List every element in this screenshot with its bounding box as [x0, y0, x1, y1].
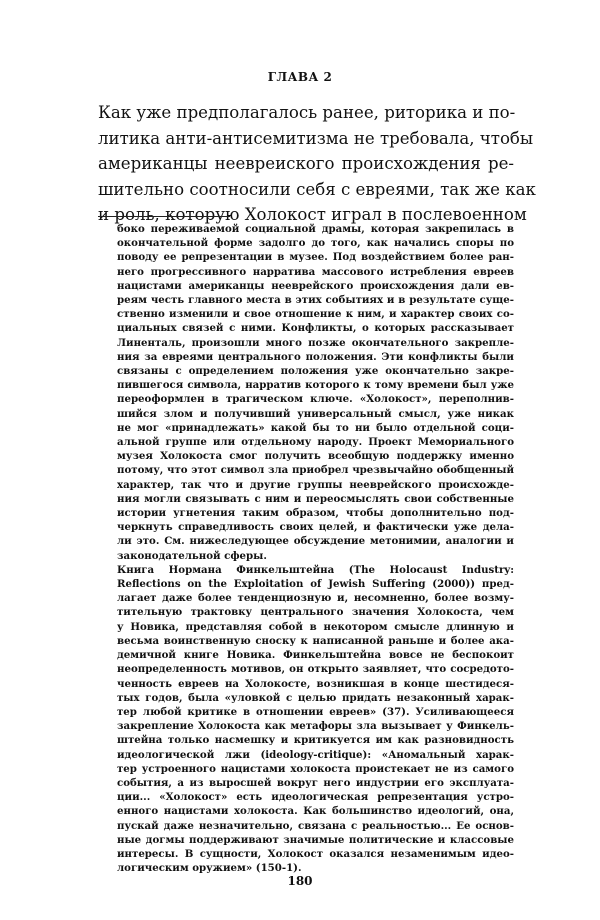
chapter-title: ГЛАВА 2 [267, 70, 333, 84]
footnote-line: ния могли связывать с ним и переосмыслять свои собственные [117, 492, 514, 505]
main-line: литика анти-антисемитизма не требовала, чтобы [98, 128, 534, 148]
footnote-line: нацистами американцы нееврейского происхождения дали ев- [117, 279, 514, 292]
footnote-line: штейна только насмешку и критикуется им как разновидность [117, 734, 514, 747]
footnote-line: потому, что этот символ зла приобрел чрезвычайно обобщенный [117, 464, 514, 477]
footnote-line: Reflections on the Exploitation of Jewish Suffering (2000)) пред- [117, 578, 514, 591]
footnote-line: альной группе или отдельному народу. Проект Мемориального [117, 436, 514, 449]
footnote-line: тых годов, была «уловкой с целью придать незаконный харак- [117, 691, 514, 704]
footnote-line: характер, так что и другие группы нееврейского происхожде- [117, 478, 514, 491]
footnote-line: законодательной сферы. [117, 549, 267, 562]
main-line: шительно соотносили себя с евреями, так же как [98, 179, 536, 199]
footnote-line: неопределенность мотивов, он открыто заявляет, что сосредото- [117, 663, 514, 676]
footnote-line: Линенталь, произошли много позже окончательного закрепле- [117, 336, 514, 349]
footnote-line: логическим оружием» (150-1). [117, 862, 302, 875]
footnote-line: Книга Нормана Финкельштейна (The Holocaust Industry: [117, 563, 514, 576]
footnote-line: ли это. См. нижеследующее обсуждение метонимии, аналогии и [117, 535, 514, 548]
footnote-line: истории угнетения таким образом, чтобы дополнительно под- [117, 507, 514, 520]
main-line: и роль, которую Холокост играл в послевоенном [98, 205, 527, 224]
footnote-line: интересы. В сущности, Холокост оказался незаменимым идео- [117, 847, 514, 860]
footnote-line: реям честь главного места в этих событиях и в результате суще- [117, 294, 514, 307]
footnote-line: ные догмы поддерживают значимые политические и классовые [117, 833, 514, 846]
footnote-line: тительную трактовку центрального значения Холокоста, чем [117, 606, 514, 619]
page-number: 180 [287, 874, 313, 888]
footnote-line: ния за евреями центрального положения. Эти конфликты были [117, 350, 514, 363]
footnote-line: ченность евреев на Холокосте, возникшая в конце шестидеся- [117, 677, 514, 690]
footnote-line: пившегося символа, нарратив которого к тому времени был уже [117, 379, 514, 392]
footnote-line: идеологической лжи (ideology-critique): «Аномальный харак- [117, 748, 514, 761]
footnote-line: черкнуть справедливость своих целей, и фактически уже дела- [117, 521, 514, 534]
footnote-line: енного нацистами холокоста. Как большинство идеологий, она, [117, 805, 514, 818]
footnote-line: окончательной форме задолго до того, как начались споры по [117, 237, 514, 250]
footnote-line: циальных связей с ними. Конфликты, о которых рассказывает [117, 322, 514, 335]
footnote-line: тер устроенного нацистами холокоста проистекает не из самого [117, 762, 514, 775]
footnote-line: боко переживаемой социальной драмы, которая закрепилась в [117, 223, 514, 235]
footnote-line: лагает даже более тенденциозную и, несомненно, более возму- [117, 592, 514, 605]
footnote-line: закрепление Холокоста как метафоры зла вызывает у Финкель- [117, 720, 514, 733]
main-text [98, 100, 536, 228]
footnote [117, 222, 514, 875]
footnote-line: у Новика, представляя собой в некотором смысле длинную и [117, 620, 514, 633]
footnote-line: демичной книге Новика. Финкельштейна вовсе не беспокоит [117, 649, 514, 662]
footnote-line: музея Холокоста смог получить всеобщую поддержку именно [117, 450, 514, 463]
footnote-line: шийся злом и получивший универсальный смысл, уже никак [117, 407, 514, 420]
footnote-line: пускай даже незначительно, связана с реальностью... Ее основ- [117, 819, 514, 832]
footnote-line: не мог «принадлежать» какой бы то ни было отдельной соци- [117, 421, 514, 434]
footnote-line: связаны с определением положения уже окончательно закре- [117, 365, 514, 378]
main-line: американцы неевреиского происхождения ре- [98, 154, 514, 173]
footnote-line: поводу ее репрезентации в музее. Под воздействием более ран- [117, 251, 514, 264]
footnote-line: ственно изменили и свое отношение к ним, и характер своих со- [117, 308, 514, 321]
footnote-line: переоформлен в трагическом ключе. «Холокост», переполнив- [117, 393, 514, 406]
footnote-line: весьма воинственную сноску к написанной раньше и более ака- [117, 634, 514, 647]
footnote-line: него прогрессивного нарратива массового истребления евреев [117, 265, 514, 278]
footnote-line: события, а из выросшей вокруг него индустрии его эксплуата- [117, 776, 514, 789]
footnote-separator [98, 216, 230, 217]
footnote-line: тер любой критике в отношении евреев» (37). Усиливающееся [117, 705, 514, 718]
footnote-line: ции... «Холокост» есть идеологическая репрезентация устро- [117, 791, 514, 804]
main-line: Как уже предполагалось ранее, риторика и по- [98, 103, 516, 122]
